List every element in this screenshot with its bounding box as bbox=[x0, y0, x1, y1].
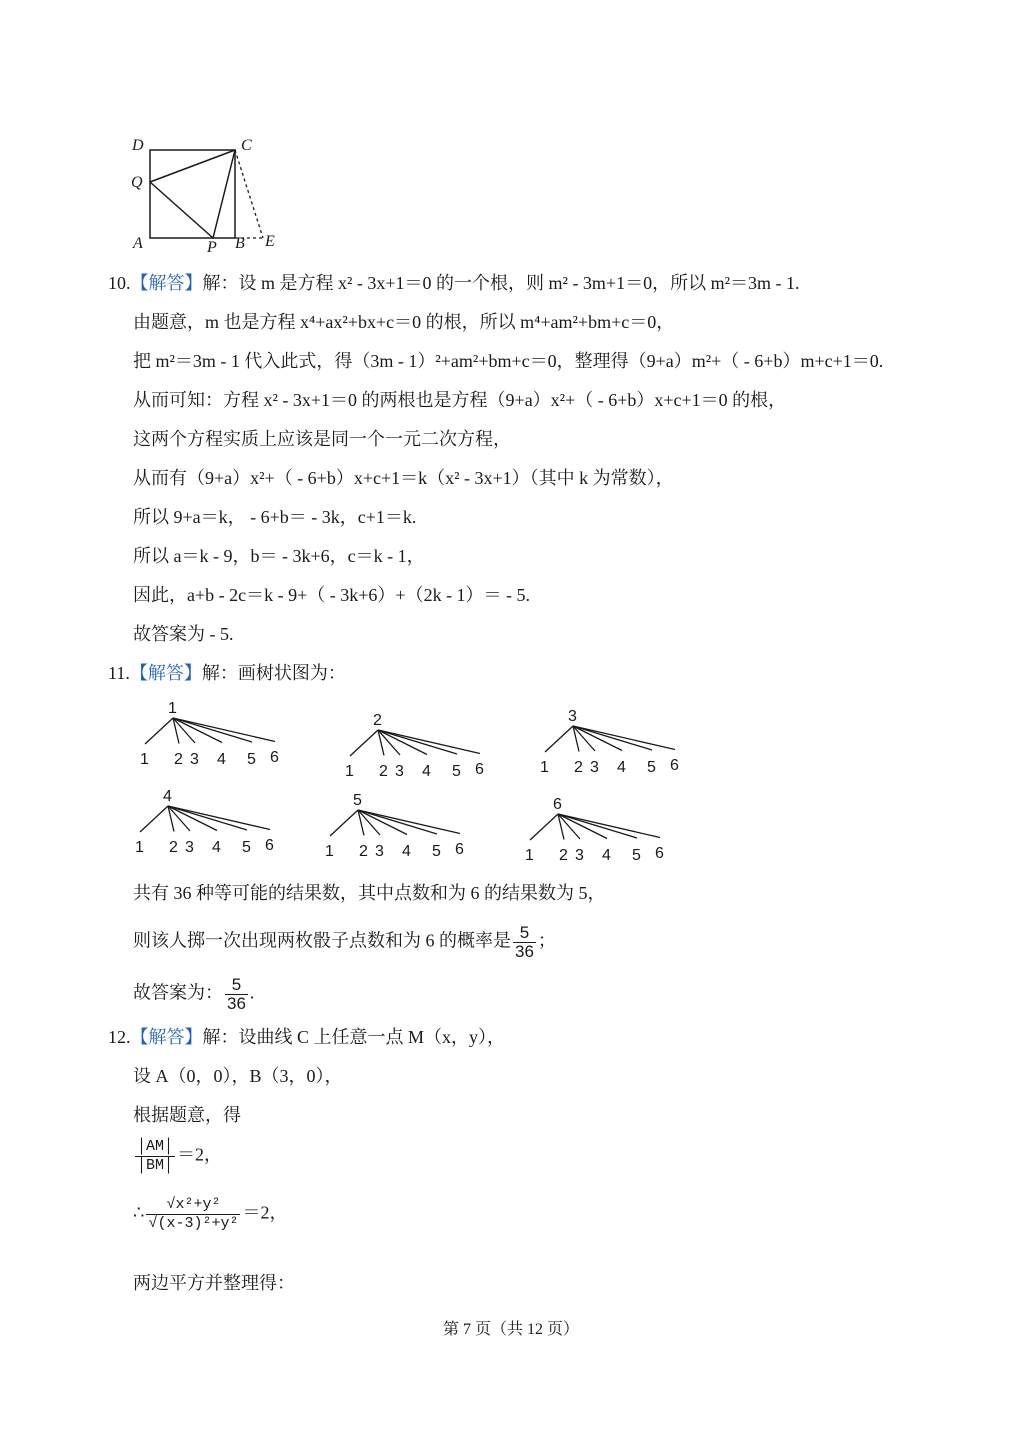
tree-leaf-label: 1 bbox=[525, 847, 534, 864]
q10-line-9: 因此，a+b - 2c＝k - 9+（ - 3k+6）+（2k - 1）＝ - 5. bbox=[133, 585, 531, 605]
page-footer: 第 7 页（共 12 页） bbox=[442, 1321, 579, 1338]
label-q: Q bbox=[131, 174, 143, 191]
q12-text-1: 解：设曲线 C 上任意一点 M（x，y）， bbox=[202, 1027, 506, 1047]
tree-leaf-label: 6 bbox=[670, 757, 679, 774]
tree-3 bbox=[540, 708, 679, 776]
q10-line-10: 故答案为 - 5. bbox=[133, 624, 234, 644]
tree-leaf-label: 3 bbox=[590, 759, 599, 776]
tree-root-label: 5 bbox=[353, 792, 362, 809]
tree-leaf-label: 5 bbox=[452, 763, 461, 780]
q11-answer-tag: 【解答】 bbox=[129, 663, 202, 683]
tree-leaf-label: 5 bbox=[242, 839, 251, 856]
tree-leaf-label: 5 bbox=[432, 843, 441, 860]
q11-prob-fraction bbox=[513, 924, 536, 961]
tree-leaf-label: 4 bbox=[217, 751, 226, 768]
q10-line-6: 从而有（9+a）x²+（ - 6+b）x+c+1＝k（x² - 3x+1）（其中 k 为常数）， bbox=[133, 468, 674, 488]
label-b: B bbox=[235, 235, 245, 252]
tree-branch bbox=[330, 810, 358, 836]
tree-leaf-label: 3 bbox=[375, 843, 384, 860]
tree-leaf-label: 3 bbox=[575, 847, 584, 864]
q11-prob-text: 则该人掷一次出现两枚骰子点数和为 6 的概率是 bbox=[133, 930, 511, 951]
tree-leaf-label: 4 bbox=[602, 847, 611, 864]
q12-distance-fraction bbox=[146, 1196, 240, 1233]
tree-branch bbox=[350, 730, 378, 756]
q12-line-6: 两边平方并整理得： bbox=[133, 1273, 295, 1293]
tree-branch bbox=[173, 718, 275, 742]
q11-answer-fraction bbox=[225, 976, 248, 1013]
tree-leaf-label: 2 bbox=[359, 843, 368, 860]
tree-diagram bbox=[120, 696, 690, 866]
tree-6 bbox=[525, 796, 664, 864]
tree-leaf-label: 4 bbox=[212, 839, 221, 856]
q10-line-7: 所以 9+a＝k， - 6+b＝ - 3k，c+1＝k. bbox=[133, 507, 417, 527]
tree-root-label: 4 bbox=[163, 788, 172, 805]
tree-leaf-label: 5 bbox=[247, 751, 256, 768]
tree-4 bbox=[135, 788, 274, 856]
q10-line-4: 从而可知：方程 x² - 3x+1＝0 的两根也是方程（9+a）x²+（ - 6+b）x+c+1＝0 的根， bbox=[133, 390, 787, 410]
tree-leaf-label: 6 bbox=[270, 749, 279, 766]
q11-answer-denominator: 36 bbox=[227, 994, 246, 1013]
q10-answer-tag: 【解答】 bbox=[130, 273, 203, 293]
tree-root-label: 2 bbox=[373, 712, 382, 729]
tree-branch bbox=[573, 726, 675, 750]
q12-ratio-post: ＝2， bbox=[177, 1144, 223, 1165]
tree-leaf-label: 1 bbox=[135, 839, 144, 856]
tree-leaf-label: 4 bbox=[617, 759, 626, 776]
tree-leaf-label: 6 bbox=[455, 841, 464, 858]
q10-text-1: 解：设 m 是方程 x² - 3x+1＝0 的一个根，则 m² - 3m+1＝0，所以 m²＝3m - 1. bbox=[202, 273, 800, 293]
q12-distance-denominator: √(x-3)²+y² bbox=[148, 1215, 239, 1232]
q12-distance-post: ＝2， bbox=[242, 1202, 288, 1223]
q10-line-5: 这两个方程实质上应该是同一个一元二次方程， bbox=[133, 429, 511, 449]
q11-answer-numerator: 5 bbox=[231, 975, 242, 994]
square-figure bbox=[125, 130, 285, 255]
q12-line-4 bbox=[133, 1138, 222, 1175]
tree-branch bbox=[545, 726, 573, 752]
tree-leaf-label: 6 bbox=[265, 837, 274, 854]
q10-number: 10. bbox=[108, 273, 131, 293]
segment-ce-dashed bbox=[235, 150, 263, 238]
segment-qc bbox=[150, 150, 235, 182]
q11-prob-denominator: 36 bbox=[515, 942, 534, 961]
q12-answer-tag: 【解答】 bbox=[130, 1027, 203, 1047]
q10-line-1 bbox=[108, 272, 799, 294]
tree-branch bbox=[358, 810, 460, 834]
segment-qp bbox=[150, 182, 213, 238]
q10-line-2: 由题意，m 也是方程 x⁴+ax²+bx+c＝0 的根，所以 m⁴+am²+bm+c＝0， bbox=[133, 312, 675, 332]
tree-leaf-label: 5 bbox=[632, 847, 641, 864]
q11-prob-numerator: 5 bbox=[519, 923, 530, 942]
tree-leaf-label: 2 bbox=[174, 751, 183, 768]
q12-line-3: 根据题意，得 bbox=[133, 1105, 241, 1125]
q12-therefore: ∴ bbox=[133, 1202, 145, 1223]
q10-line-8: 所以 a＝k - 9，b＝ - 3k+6，c＝k - 1， bbox=[133, 546, 425, 566]
label-d: D bbox=[132, 137, 144, 154]
q12-ratio-numerator: │AM│ bbox=[137, 1138, 174, 1155]
tree-root-label: 3 bbox=[568, 708, 577, 725]
tree-leaf-label: 2 bbox=[559, 847, 568, 864]
tree-leaf-label: 5 bbox=[647, 759, 656, 776]
q11-intro: 解：画树状图为： bbox=[201, 663, 346, 683]
tree-branch bbox=[140, 806, 168, 832]
tree-leaf-label: 1 bbox=[540, 759, 549, 776]
tree-leaf-label: 2 bbox=[379, 763, 388, 780]
tree-leaf-label: 3 bbox=[185, 839, 194, 856]
tree-leaf-label: 4 bbox=[422, 763, 431, 780]
q11-line-3 bbox=[133, 924, 556, 961]
tree-leaf-label: 1 bbox=[140, 751, 149, 768]
tree-branch bbox=[530, 814, 558, 840]
label-p: P bbox=[207, 239, 217, 255]
q11-answer-post: . bbox=[249, 982, 255, 1003]
tree-branch bbox=[558, 814, 660, 838]
q11-number: 11. bbox=[108, 663, 130, 683]
label-e: E bbox=[265, 233, 275, 250]
q12-line-5 bbox=[133, 1196, 287, 1233]
tree-leaf-label: 2 bbox=[574, 759, 583, 776]
tree-leaf-label: 6 bbox=[475, 761, 484, 778]
tree-1 bbox=[140, 700, 279, 768]
q11-prob-post: ； bbox=[537, 930, 556, 951]
q12-line-1 bbox=[108, 1026, 505, 1048]
q12-line-2: 设 A（0，0），B（3，0）， bbox=[133, 1066, 343, 1086]
tree-root-label: 1 bbox=[168, 700, 177, 717]
tree-leaf-label: 1 bbox=[345, 763, 354, 780]
q11-line-2: 共有 36 种等可能的结果数，其中点数和为 6 的结果数为 5， bbox=[133, 883, 606, 903]
q12-distance-numerator: √x²+y² bbox=[166, 1196, 221, 1213]
label-c: C bbox=[241, 137, 252, 154]
tree-5 bbox=[325, 792, 464, 860]
tree-leaf-label: 6 bbox=[655, 845, 664, 862]
segment-pc bbox=[213, 150, 235, 238]
tree-root-label: 6 bbox=[553, 796, 562, 813]
tree-leaf-label: 4 bbox=[402, 843, 411, 860]
q12-ratio-denominator: │BM│ bbox=[137, 1157, 174, 1174]
tree-leaf-label: 3 bbox=[190, 751, 199, 768]
tree-leaf-label: 3 bbox=[395, 763, 404, 780]
tree-branch bbox=[378, 730, 480, 754]
tree-branch bbox=[168, 806, 270, 830]
tree-leaf-label: 1 bbox=[325, 843, 334, 860]
q10-line-3: 把 m²＝3m - 1 代入此式，得（3m - 1）²+am²+bm+c＝0，整理得（9+a）m²+（ - 6+b）m+c+1＝0. bbox=[133, 351, 884, 371]
q11-line-1 bbox=[108, 662, 346, 684]
tree-branch bbox=[145, 718, 173, 744]
label-a: A bbox=[133, 235, 143, 252]
q11-answer-pre: 故答案为： bbox=[133, 982, 223, 1003]
tree-leaf-label: 2 bbox=[169, 839, 178, 856]
q11-line-4 bbox=[133, 976, 254, 1013]
q12-number: 12. bbox=[108, 1027, 131, 1047]
tree-2 bbox=[345, 712, 484, 780]
q12-ratio-fraction bbox=[135, 1138, 175, 1175]
